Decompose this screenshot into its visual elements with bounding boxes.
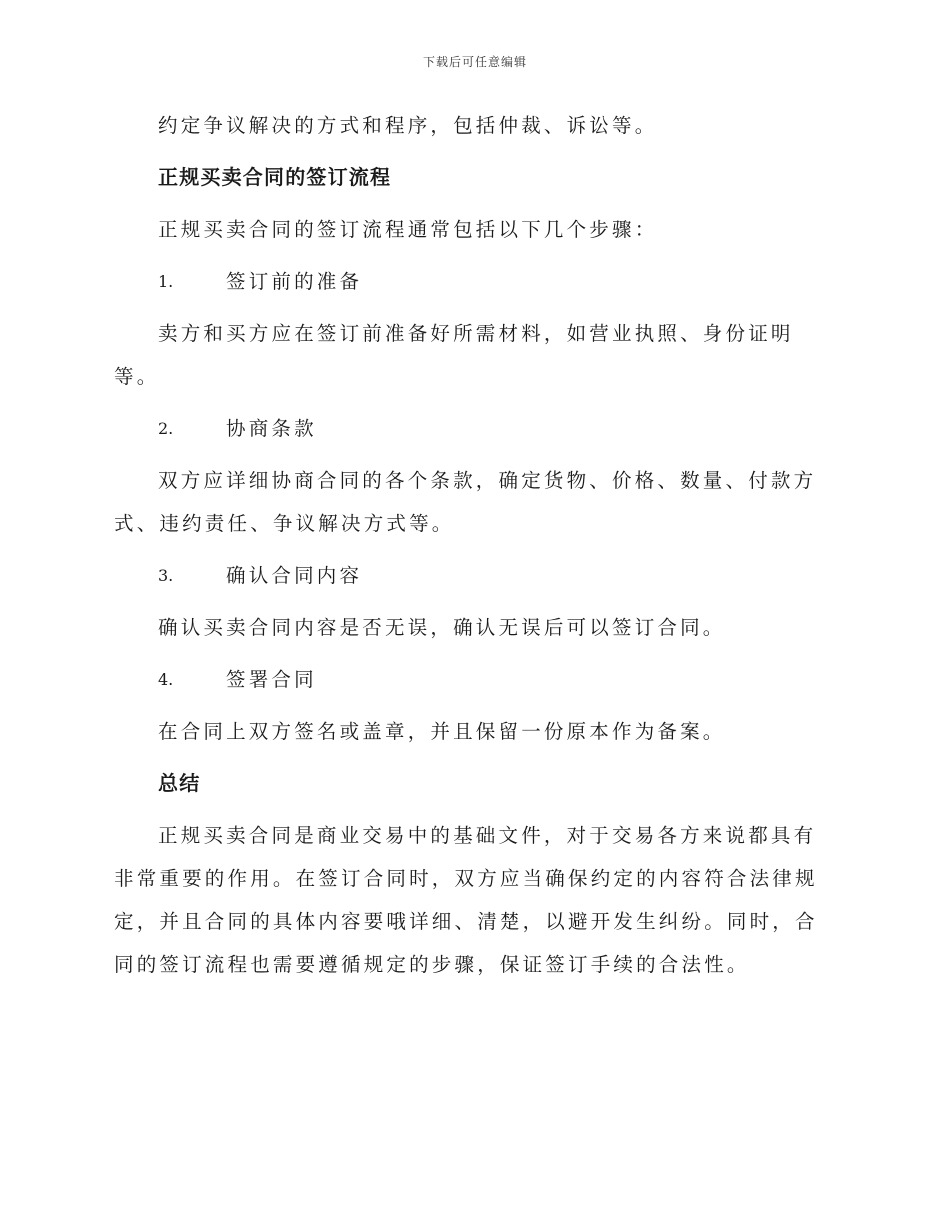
step-number: 2. bbox=[158, 419, 174, 438]
step-paragraph: 在合同上双方签名或盖章，并且保留一份原本作为备案。 bbox=[158, 720, 726, 743]
step-number: 3. bbox=[158, 566, 174, 585]
step-title: 签订前的准备 bbox=[226, 270, 363, 293]
step-title: 协商条款 bbox=[226, 417, 317, 440]
step-item bbox=[114, 260, 836, 303]
section-heading-summary: 总结 bbox=[158, 771, 201, 795]
section-intro-paragraph: 正规买卖合同的签订流程通常包括以下几个步骤： bbox=[158, 218, 658, 241]
step-paragraph: 确认买卖合同内容是否无误，确认无误后可以签订合同。 bbox=[158, 616, 726, 639]
section-heading-signing-process: 正规买卖合同的签订流程 bbox=[158, 165, 392, 189]
step-paragraph: 卖方和买方应在签订前准备好所需材料，如营业执照、身份证明等。 bbox=[114, 322, 794, 388]
summary-paragraph: 正规买卖合同是商业交易中的基础文件，对于交易各方来说都具有非常重要的作用。在签订合同时，双方应当确保约定的内容符合法律规定，并且合同的具体内容要哦详细、清楚，以避开发生纠纷。同时，合同的签订流程也需要遵循规定的步骤，保证签订手续的合法性。 bbox=[114, 824, 818, 976]
step-item bbox=[114, 554, 836, 597]
page-header: 下载后可任意编辑 bbox=[422, 55, 527, 69]
document-body bbox=[114, 104, 836, 986]
step-title: 确认合同内容 bbox=[226, 564, 363, 587]
step-number: 1. bbox=[158, 272, 174, 291]
step-title: 签署合同 bbox=[226, 668, 317, 691]
step-item bbox=[114, 407, 836, 450]
intro-paragraph: 约定争议解决的方式和程序，包括仲裁、诉讼等。 bbox=[158, 114, 658, 137]
step-number: 4. bbox=[158, 670, 174, 689]
step-item bbox=[114, 658, 836, 701]
step-paragraph: 双方应详细协商合同的各个条款，确定货物、价格、数量、付款方式、违约责任、争议解决方式等。 bbox=[114, 469, 817, 535]
